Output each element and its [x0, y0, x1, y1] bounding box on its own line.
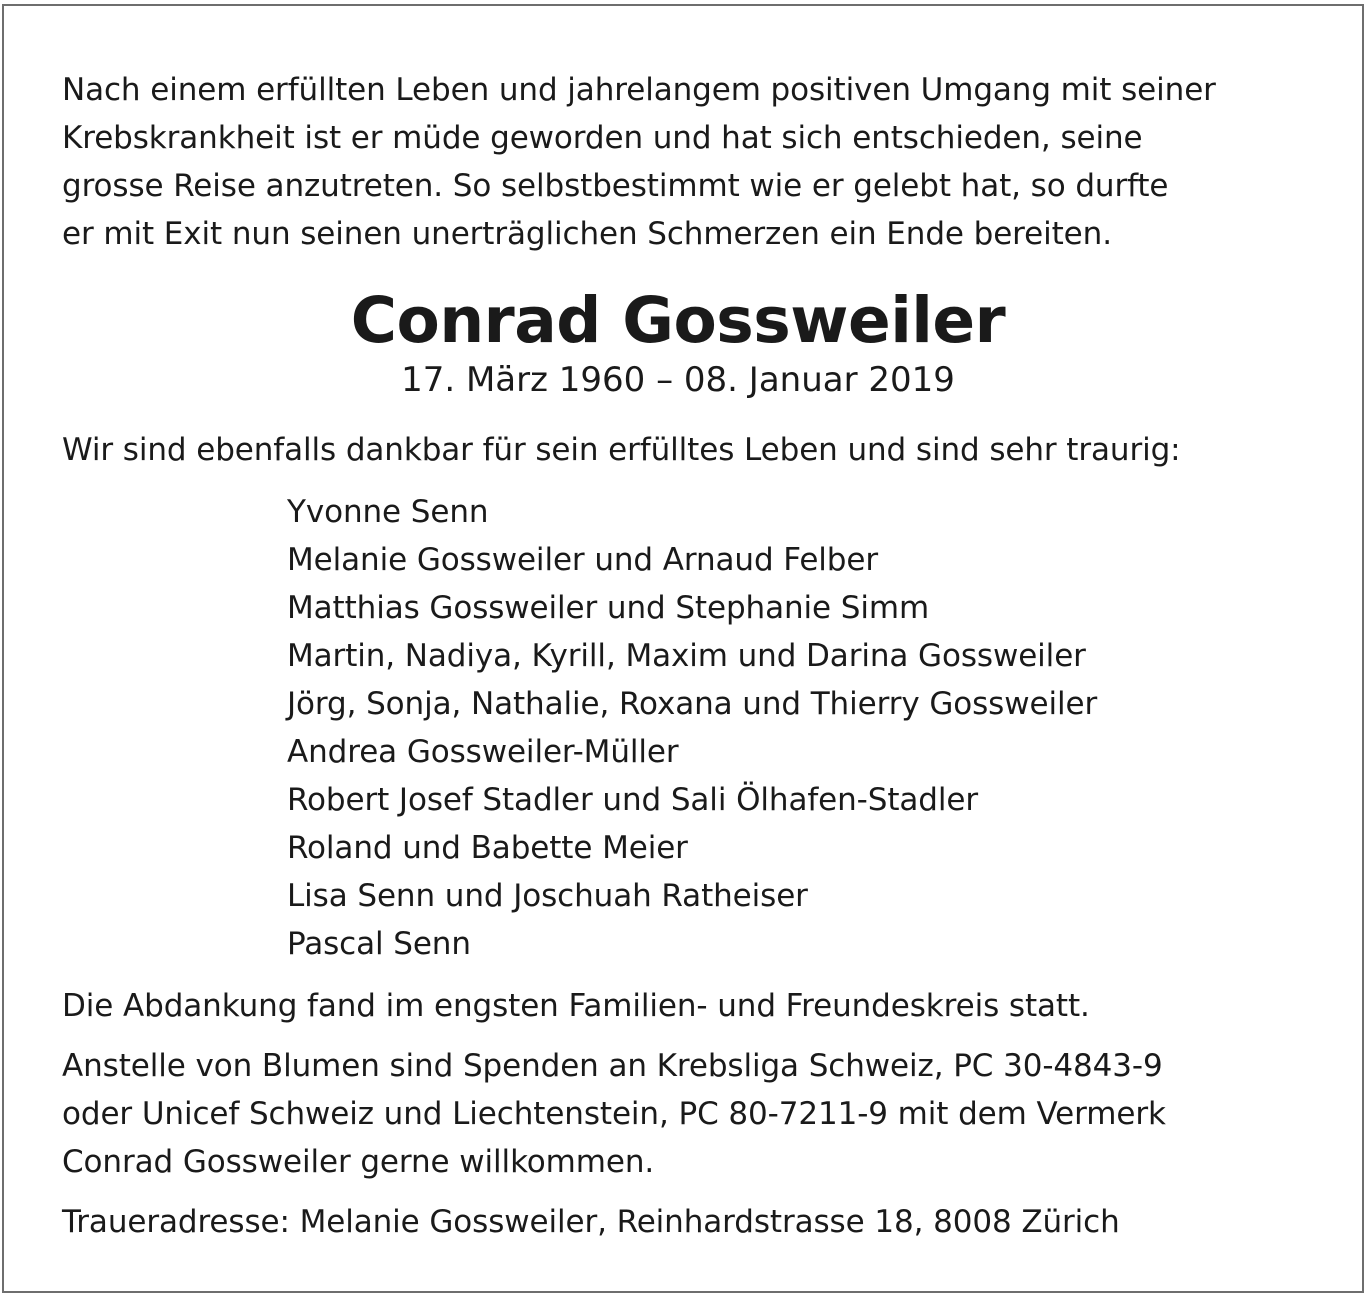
mourning-address: Traueradresse: Melanie Gossweiler, Reinhardstrasse 18, 8008 Zürich	[62, 1204, 1120, 1240]
intro-line: Nach einem erfüllten Leben und jahrelangem positiven Umgang mit seiner	[62, 72, 1216, 108]
obituary-frame	[2, 4, 1364, 1293]
donation-line: Anstelle von Blumen sind Spenden an Krebsliga Schweiz, PC 30-4843-9	[62, 1048, 1163, 1084]
mourner-item: Melanie Gossweiler und Arnaud Felber	[287, 542, 879, 578]
life-dates: 17. März 1960 – 08. Januar 2019	[401, 360, 955, 400]
intro-line: grosse Reise anzutreten. So selbstbestimmt wie er gelebt hat, so durfte	[62, 168, 1169, 204]
donation-line: Conrad Gossweiler gerne willkommen.	[62, 1144, 655, 1180]
intro-line: Krebskrankheit ist er müde geworden und hat sich entschieden, seine	[62, 120, 1143, 156]
deceased-name: Conrad Gossweiler	[350, 284, 1006, 357]
thanks-line: Wir sind ebenfalls dankbar für sein erfülltes Leben und sind sehr traurig:	[62, 432, 1181, 468]
mourner-item: Yvonne Senn	[287, 494, 489, 530]
mourner-item: Matthias Gossweiler und Stephanie Simm	[287, 590, 930, 626]
mourner-item: Robert Josef Stadler und Sali Ölhafen-Stadler	[287, 782, 979, 818]
mourner-item: Martin, Nadiya, Kyrill, Maxim und Darina Gossweiler	[287, 638, 1086, 674]
mourner-item: Lisa Senn und Joschuah Ratheiser	[287, 878, 808, 914]
mourner-item: Andrea Gossweiler-Müller	[287, 734, 679, 770]
donation-paragraph	[62, 1042, 1332, 1186]
mourner-item: Pascal Senn	[287, 926, 471, 962]
funeral-line: Die Abdankung fand im engsten Familien- und Freundeskreis statt.	[62, 988, 1090, 1024]
mourner-item: Jörg, Sonja, Nathalie, Roxana und Thierry Gossweiler	[287, 686, 1098, 722]
donation-line: oder Unicef Schweiz und Liechtenstein, PC 80-7211-9 mit dem Vermerk	[62, 1096, 1166, 1132]
intro-line: er mit Exit nun seinen unerträglichen Schmerzen ein Ende bereiten.	[62, 216, 1112, 252]
mourner-item: Roland und Babette Meier	[287, 830, 688, 866]
intro-paragraph	[62, 66, 1332, 258]
obituary-content	[62, 66, 1332, 1246]
mourners-list	[287, 488, 1332, 968]
